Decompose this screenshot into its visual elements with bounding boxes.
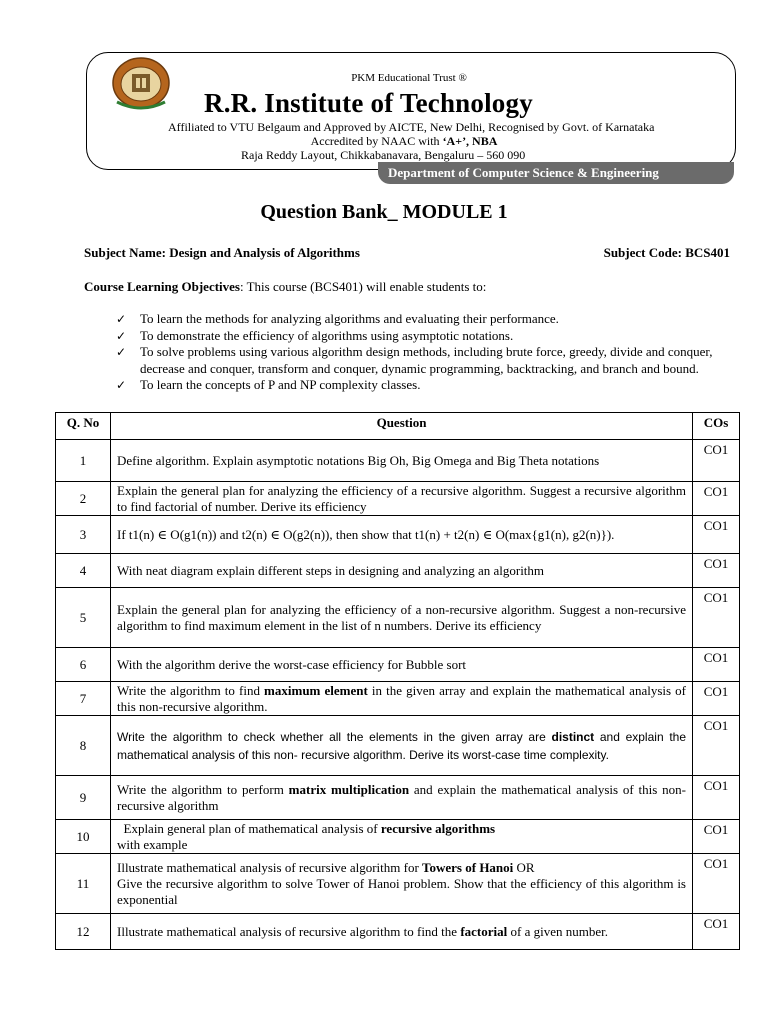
- question-text: [111, 440, 693, 482]
- objective-text: To learn the methods for analyzing algorithms and evaluating their performance.: [140, 311, 559, 326]
- question-keyword: Towers of Hanoi: [422, 859, 514, 875]
- question-table: [55, 412, 740, 950]
- question-fragment: Write the algorithm to find: [117, 682, 265, 698]
- table-row: [56, 820, 740, 854]
- course-outcome: CO1: [693, 648, 740, 682]
- trust-name: PKM Educational Trust ®: [351, 72, 467, 84]
- table-row: [56, 682, 740, 716]
- question-text: [111, 854, 693, 914]
- checkmark-icon: ✓: [116, 328, 127, 343]
- objectives-list: [116, 311, 716, 394]
- question-number: 12: [56, 914, 111, 950]
- question-fragment: Explain the general plan for analyzing the efficiency of a non-recursive algorithm. Suggest a non-recursive algorithm to find maximum element in the list of n numbers. Derive its efficiency: [117, 601, 686, 633]
- question-text: [111, 648, 693, 682]
- header-question: Question: [111, 413, 693, 440]
- accreditation-grade: ‘A+’, NBA: [442, 134, 498, 148]
- question-number: 3: [56, 516, 111, 554]
- checkmark-icon: ✓: [116, 312, 127, 326]
- course-outcome: CO1: [693, 482, 740, 516]
- institute-name: R.R. Institute of Technology: [204, 88, 533, 118]
- objective-item: [116, 377, 716, 394]
- objective-item: [116, 311, 716, 328]
- course-outcome: CO1: [693, 854, 740, 914]
- question-text: [111, 820, 693, 854]
- table-row: [56, 648, 740, 682]
- question-number: 6: [56, 648, 111, 682]
- question-fragment: and explain the mathematical analysis of this non- recursive algorithm. Derive its worst-case time complexity.: [117, 729, 686, 762]
- question-text: [111, 914, 693, 950]
- question-fragment: If t1(n) ∈ O(g1(n)) and t2(n) ∈ O(g2(n)), then show that t1(n) + t2(n) ∈ O(max{g1(n), g2(n)}).: [117, 526, 615, 542]
- objective-text: To demonstrate the efficiency of algorithms using asymptotic notations.: [140, 327, 514, 343]
- checkmark-icon: ✓: [116, 345, 127, 359]
- objective-text: To learn the concepts of P and NP complexity classes.: [140, 377, 421, 392]
- question-keyword: recursive algorithms: [380, 820, 496, 836]
- question-number: 5: [56, 588, 111, 648]
- question-number: 2: [56, 482, 111, 516]
- course-objectives-intro: [84, 279, 486, 295]
- question-table-body: [56, 440, 740, 950]
- question-fragment: Explain the general plan for analyzing the efficiency of a recursive algorithm. Suggest a recursive algorithm to find factorial of number. Derive its efficiency: [117, 482, 686, 514]
- table-row: [56, 776, 740, 820]
- question-fragment: With neat diagram explain different steps in designing and analyzing an algorithm: [117, 562, 545, 578]
- question-number: 8: [56, 716, 111, 776]
- subject-code: Subject Code: BCS401: [603, 245, 730, 260]
- table-row: [56, 914, 740, 950]
- objective-item: [116, 344, 716, 377]
- question-fragment: Write the algorithm to perform: [117, 781, 289, 797]
- objective-item: [116, 328, 716, 345]
- question-text: [111, 554, 693, 588]
- question-fragment: Write the algorithm to check whether all the elements in the given array are: [117, 729, 552, 744]
- question-text: [111, 482, 693, 516]
- affiliation-text: Affiliated to VTU Belgaum and Approved by AICTE, New Delhi, Recognised by Govt. of Karnataka: [168, 120, 655, 134]
- course-outcome: CO1: [693, 440, 740, 482]
- question-text: [111, 588, 693, 648]
- course-outcome: CO1: [693, 820, 740, 854]
- question-number: 1: [56, 440, 111, 482]
- course-outcome: CO1: [693, 588, 740, 648]
- table-row: [56, 716, 740, 776]
- question-number: 4: [56, 554, 111, 588]
- question-fragment: in the given array and explain the mathematical analysis of this non-recursive algorithm.: [117, 682, 686, 714]
- question-keyword: distinct: [551, 729, 595, 744]
- table-header-row: [56, 413, 740, 440]
- header-qno: Q. No: [56, 413, 111, 440]
- table-row: [56, 440, 740, 482]
- question-fragment: with example: [117, 836, 188, 852]
- table-row: [56, 516, 740, 554]
- course-outcome: CO1: [693, 716, 740, 776]
- question-keyword: matrix multiplication: [288, 781, 410, 797]
- department-banner: [378, 162, 734, 184]
- course-outcome: CO1: [693, 914, 740, 950]
- clo-text: : This course (BCS401) will enable students to:: [239, 279, 487, 294]
- question-keyword: maximum element: [264, 682, 368, 698]
- question-text: [111, 776, 693, 820]
- page-title: Question Bank_ MODULE 1: [260, 201, 508, 223]
- question-fragment: Explain general plan of mathematical analysis of: [117, 820, 381, 836]
- header-cos: COs: [693, 413, 740, 440]
- question-text: [111, 682, 693, 716]
- course-outcome: CO1: [693, 554, 740, 588]
- department-name: Department of Computer Science & Engineering: [388, 165, 659, 180]
- question-fragment: and explain the mathematical analysis of this non-recursive algorithm: [117, 781, 687, 813]
- course-outcome: CO1: [693, 776, 740, 820]
- clo-label: Course Learning Objectives: [84, 279, 240, 294]
- question-fragment: Define algorithm. Explain asymptotic notations Big Oh, Big Omega and Big Theta notations: [117, 452, 600, 468]
- table-row: [56, 588, 740, 648]
- table-row: [56, 854, 740, 914]
- question-fragment: Illustrate mathematical analysis of recursive algorithm to find the: [117, 923, 461, 939]
- address-text: Raja Reddy Layout, Chikkabanavara, Bengaluru – 560 090: [241, 148, 526, 162]
- question-fragment: Give the recursive algorithm to solve Tower of Hanoi problem. Show that the efficiency of this algorithm is exponential: [117, 875, 686, 907]
- subject-name: Subject Name: Design and Analysis of Algorithms: [84, 245, 360, 260]
- question-fragment: With the algorithm derive the worst-case efficiency for Bubble sort: [117, 656, 467, 672]
- question-number: 10: [56, 820, 111, 854]
- course-outcome: CO1: [693, 682, 740, 716]
- question-number: 7: [56, 682, 111, 716]
- question-keyword: factorial: [460, 923, 508, 939]
- table-row: [56, 554, 740, 588]
- question-text: [111, 516, 693, 554]
- course-outcome: CO1: [693, 516, 740, 554]
- checkmark-icon: ✓: [116, 378, 127, 392]
- table-row: [56, 482, 740, 516]
- question-number: 11: [56, 854, 111, 914]
- accreditation-text: [0, 134, 768, 149]
- question-fragment: of a given number.: [507, 923, 608, 939]
- question-fragment: OR: [513, 859, 535, 875]
- objective-text: To solve problems using various algorithm design methods, including brute force, greedy, divide and conquer, decrease and conquer, transform and conquer, dynamic programming, backtracking, and branch and bound.: [140, 344, 713, 376]
- accreditation-prefix: Accredited by NAAC with: [310, 134, 443, 148]
- question-text: [111, 716, 693, 776]
- question-fragment: Illustrate mathematical analysis of recursive algorithm for: [117, 859, 423, 875]
- question-number: 9: [56, 776, 111, 820]
